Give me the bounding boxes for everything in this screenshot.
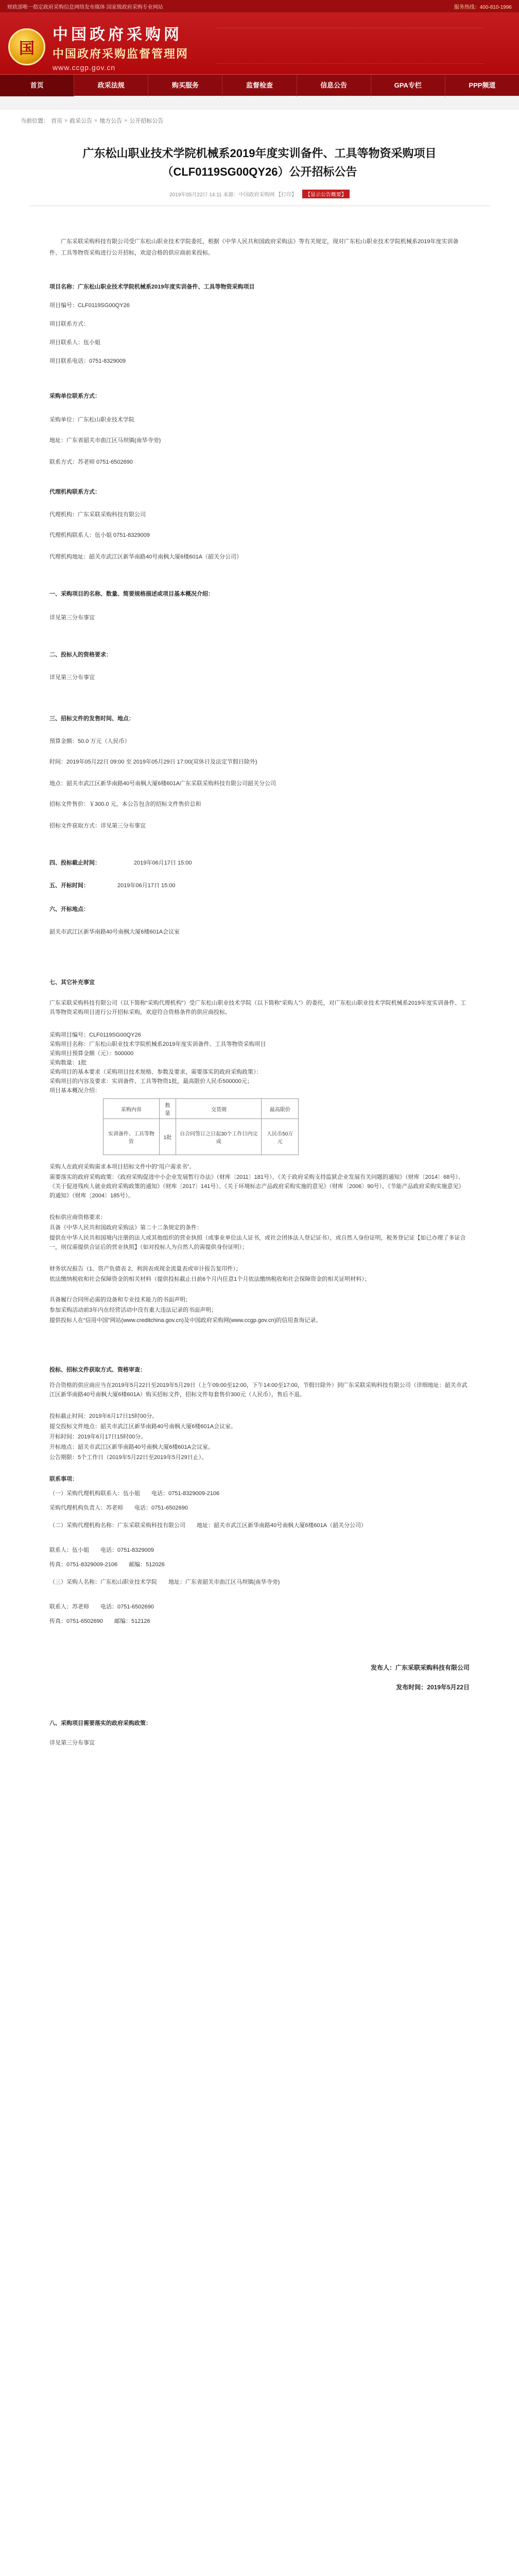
policy-line: 具备履行合同所必需的设备和专业技术能力的书面声明； — [49, 1297, 191, 1303]
section-3-time: 时间：2019年05月22日 09:00 至 2019年05月29日 17:00(双休日及法定节假日除外) — [49, 759, 257, 765]
intro-paragraph: 广东采联采购科技有限公司受广东松山职业技术学院委托，根据《中华人民共和国政府采购法》等有关规定，现对广东松山职业技术学院机械系2019年度实训备件、工具等物资采购进行公开招标，欢迎合格的供应商前来投标。 — [49, 239, 459, 256]
section-7-line: 采购项目预算金额（元）：500000 — [49, 1050, 134, 1057]
policy-line: 需要落实的政府采购政策：《政府采购促进中小企业发展暂行办法》（财库〔2011〕181号）、《关于政府采购支持监狱企业发展有关问题的通知》（财库〔2014〕68号）、《关于促进残疾人就业政府采购政策的通知》（财库〔2017〕141号）、《关于环境标志产品政府采购实施的意见》（财库〔2006〕90号）、《节能产品政府采购实施意见》的通知》（财库〔2004〕185号）。 — [49, 1174, 464, 1199]
section-7-line: 采购项目的内容及要求：实训备件、工具等物资1批，最高限价人民币500000元； — [49, 1078, 253, 1084]
nav-item-supervision[interactable]: 监督检查 — [222, 75, 297, 96]
site-subname: 中国政府采购监督管理网 — [53, 47, 189, 61]
policy-line: 财务状况报告（1、资产负债表 2、利润表或现金流量表或审计报告复印件）； — [49, 1266, 241, 1272]
project-number: 项目编号：CLF0119SG00QY26 — [49, 302, 130, 309]
contacts-title: 联系事项： — [49, 1476, 78, 1482]
section-7-line: 采购项目编号：CLF0119SG00QY26 — [49, 1032, 141, 1038]
site-name: 中国政府采购网 — [53, 26, 182, 44]
contact-line: 联系人：苏老师 电话：0751-6502690 — [49, 1604, 154, 1610]
section-3-title: 三、招标文件的发售时间、地点： — [49, 716, 134, 722]
breadcrumb-separator: » — [64, 117, 68, 124]
document-line: 开标时间：2019年6月17日15时00分。 — [49, 1434, 147, 1440]
title-line-1: 广东松山职业技术学院机械系2019年度实训备件、工具等物资采购项目 — [82, 147, 437, 160]
contact-line: （二）采购代理机构名称：广东采联采购科技有限公司 地址：韶关市武江区新华南路40号南枫大厦6楼601A（韶关分公司） — [49, 1522, 367, 1529]
project-contact-person: 项目联系人：伍小姐 — [49, 340, 100, 346]
policy-line: 参加采购活动前3年内在经营活动中没有重大违法记录的书面声明； — [49, 1307, 217, 1313]
breadcrumb-separator: » — [94, 117, 98, 124]
contact-line: 传真：0751-6502690 邮编：512126 — [49, 1618, 150, 1624]
section-9-body: 详见第三分布事宜 — [49, 1740, 95, 1746]
section-6-title: 六、开标地点： — [49, 906, 89, 912]
hotline-text: 服务热线：400-810-1996 — [454, 4, 512, 10]
table-header: 数量 — [159, 1099, 176, 1119]
nav-item-home[interactable]: 首页 — [0, 75, 74, 96]
document-line: 开标地点：韶关市武江区新华南路40号南枫大厦6楼601A会议室。 — [49, 1444, 214, 1450]
contact-line: （一）采购代理机构联系人：伍小姐 电话：0751-8329009-2106 — [49, 1490, 220, 1497]
agent-name: 代理机构：广东采联采购科技有限公司 — [49, 512, 146, 518]
contact-line: 联系人：伍小姐 电话：0751-8329009 — [49, 1547, 154, 1553]
agent-address: 代理机构地址：韶关市武江区新华南路40号南枫大厦6楼601A（韶关分公司） — [49, 554, 243, 560]
document-line: 公告期限：5个工作日（2019年5月22日至2019年5月29日止）。 — [49, 1454, 207, 1461]
section-2-body: 详见第三分布事宜 — [49, 674, 95, 681]
project-contact-label: 项目联系方式： — [49, 321, 89, 327]
section-1-body: 详见第三分布事宜 — [49, 615, 95, 621]
policy-line: 提供投标人在“信用中国”网站(www.creditchina.gov.cn)及中国政府采购网(www.ccgp.gov.cn)的信用查询记录。 — [49, 1317, 322, 1324]
buyer-section-title: 采购单位联系方式： — [49, 393, 100, 399]
nav-item-ppp[interactable]: PPP频道 — [469, 81, 496, 89]
document-line: 提交投标文件地点：韶关市武江区新华南路40号南枫大厦6楼601A会议室。 — [49, 1423, 237, 1430]
section-1-title: 一、采购项目的名称、数量、简要规格描述或项目基本概况介绍： — [49, 591, 214, 597]
document-line: 符合资格的供应商应当在2019年5月22日至2019年5月29日（上午09:00至12:00，下午14:00至17:00，节假日除外）到广东采联采购科技有限公司（详细地址：韶关市武江区新华南路40号南枫大厦6楼601A）购买招标文件，招标文件每套售价300元（人民币），售后不退。 — [49, 1382, 468, 1398]
site-logo[interactable] — [8, 22, 188, 72]
breadcrumb-separator: » — [124, 117, 128, 124]
table-header: 采购内容 — [103, 1099, 160, 1119]
contact-line: 采购代理机构负责人：苏老师 电话：0751-6502690 — [49, 1505, 188, 1511]
national-emblem-icon: 国 — [8, 28, 45, 65]
section-3-method: 招标文件获取方式：详见第三分布事宜 — [49, 823, 146, 829]
section-3-address: 地点：韶关市武江区新华南路40号南枫大厦6楼601A广东采联采购科技有限公司韶关分公司 — [49, 781, 276, 787]
procurement-table — [103, 1098, 299, 1155]
publisher-signature: 发布人：广东采联采购科技有限公司 — [370, 1664, 470, 1671]
section-7-title: 七、其它补充事宜 — [49, 979, 95, 986]
breadcrumb — [21, 116, 498, 125]
table-header-row — [103, 1099, 299, 1119]
policy-line: 提供在中华人民共和国境内注册的法人或其他组织的营业执照（或事业单位法人证书，或社会团体法人登记证书），或自然人身份证明，税务登记证【如已办理了多证合一，则仅需提供合证后的营业执照】（如对投标人为自然人的需提供身份证明）； — [49, 1235, 466, 1250]
section-2-title: 二、投标人的资格要求： — [49, 652, 112, 658]
section-5-title: 五、开标时间： — [49, 883, 89, 889]
breadcrumb-current[interactable]: 公开招标公告 — [129, 118, 164, 124]
section-3-price: 招标文件售价：￥300.0 元，本公告包含的招标文件售价总和 — [49, 801, 201, 807]
buyer-name: 采购单位：广东松山职业技术学院 — [49, 417, 134, 423]
title-line-2: （CLF0119SG00QY26）公开招标公告 — [162, 165, 357, 178]
table-cell: 实训备件、工具等物资 — [103, 1119, 160, 1155]
top-info-bar — [0, 0, 519, 12]
publish-date: 发布时间：2019年5月22日 — [396, 1684, 470, 1691]
page-title — [29, 144, 490, 181]
site-url: www.ccgp.gov.cn — [53, 63, 116, 72]
section-7-line: 采购数量：1批 — [49, 1060, 87, 1066]
project-name: 项目名称：广东松山职业技术学院机械系2019年度实训备件、工具等物资采购项目 — [49, 284, 255, 290]
policy-line: 依法缴纳税收和社会保障资金的相关材料（提供投标截止日前6个月内任意1个月依法缴纳税收和社会保障资金的相关证明材料）； — [49, 1276, 370, 1282]
document-line: 投标截止时间：2019年6月17日15时00分。 — [49, 1413, 158, 1419]
show-summary-button[interactable]: 【显示公告概要】 — [302, 190, 350, 198]
contact-line: （三）采购人名称：广东松山职业技术学院 地址：广东省韶关市曲江区马坝镇(南华寺旁) — [49, 1579, 280, 1585]
nav-item-regulations[interactable]: 政采法规 — [74, 75, 148, 96]
buyer-phone: 联系方式：苏老师 0751-6502690 — [49, 459, 133, 465]
section-7-line: 采购项目名称：广东松山职业技术学院机械系2019年度实训备件、工具等物资采购项目 — [49, 1041, 266, 1047]
agent-contact: 代理机构联系人：伍小姐 0751-8329009 — [49, 532, 150, 538]
breadcrumb-prefix: 当前位置： — [21, 118, 49, 124]
section-3-budget: 预算金额：50.0 万元（人民币） — [49, 738, 130, 744]
article-container — [29, 144, 490, 206]
breadcrumb-home[interactable]: 首页 — [51, 118, 62, 124]
breadcrumb-notices[interactable]: 政采公告 — [70, 118, 93, 124]
breadcrumb-local[interactable]: 地方公告 — [99, 118, 123, 124]
site-header — [0, 12, 519, 74]
article-meta — [29, 190, 490, 198]
table-cell: 人民币50万元 — [262, 1119, 299, 1155]
table-header: 最高限价 — [262, 1099, 299, 1119]
top-bar-slogan: 财政部唯一指定政府采购信息网络发布媒体 国家级政府采购专业网站 — [7, 4, 163, 10]
agent-section-title: 代理机构联系方式： — [49, 489, 100, 495]
policy-line: 采购人在政府采购需求本项目招标文件中的“用户需求书”。 — [49, 1164, 195, 1170]
contact-line: 传真：0751-8329009-2106 邮编：512026 — [49, 1562, 165, 1568]
table-cell: 自合同签订之日起30个工作日内完成 — [176, 1119, 262, 1155]
main-nav — [0, 74, 519, 96]
table-header: 交货期 — [176, 1099, 262, 1119]
document-section-title: 投标、招标文件获取方式、资格审查： — [49, 1367, 146, 1373]
section-6-body: 韶关市武江区新华南路40号南枫大厦6楼601A会议室 — [49, 929, 180, 935]
section-7-line: 项目基本概况介绍： — [49, 1088, 100, 1094]
header-decoration — [216, 28, 484, 64]
section-4-body: 2019年06月17日 15:00 — [134, 860, 192, 866]
nav-item-services[interactable]: 购买服务 — [148, 75, 222, 96]
section-7-intro: 广东采联采购科技有限公司（以下简称“采购代理机构”）受广东松山职业技术学院（以下简称“采购人”）的委托，对广东松山职业技术学院机械系2019年度实训备件、工具等物资采购项目进行公开招标采购，欢迎符合资格条件的供应商投标。 — [49, 1000, 466, 1015]
nav-item-gpa[interactable]: GPA专栏 — [371, 75, 445, 96]
project-contact-phone: 项目联系电话：0751-8329009 — [49, 358, 126, 364]
sub-nav-strip — [0, 96, 519, 109]
policy-line: 投标供应商资格要求： — [49, 1214, 106, 1221]
buyer-address: 地址：广东省韶关市曲江区马坝镇(南华寺旁) — [49, 437, 161, 444]
nav-item-notices[interactable]: 信息公告 — [297, 75, 371, 96]
section-5-body: 2019年06月17日 15:00 — [117, 883, 176, 889]
section-7-line: 采购项目的基本要求（采购项目技术规格、参数及要求，需要落实的政府采购政策）： — [49, 1069, 262, 1075]
table-row — [103, 1119, 299, 1155]
table-cell: 1批 — [159, 1119, 176, 1155]
policy-line: 具备《中华人民共和国政府采购法》第二十二条规定的条件： — [49, 1225, 202, 1231]
section-9-title: 八、采购项目需要落实的政府采购政策： — [49, 1720, 151, 1726]
section-4-title: 四、投标截止时间： — [49, 860, 100, 866]
meta-text: 2019年05月22日 14:11 来源：中国政府采购网 【打印】 — [169, 192, 297, 198]
